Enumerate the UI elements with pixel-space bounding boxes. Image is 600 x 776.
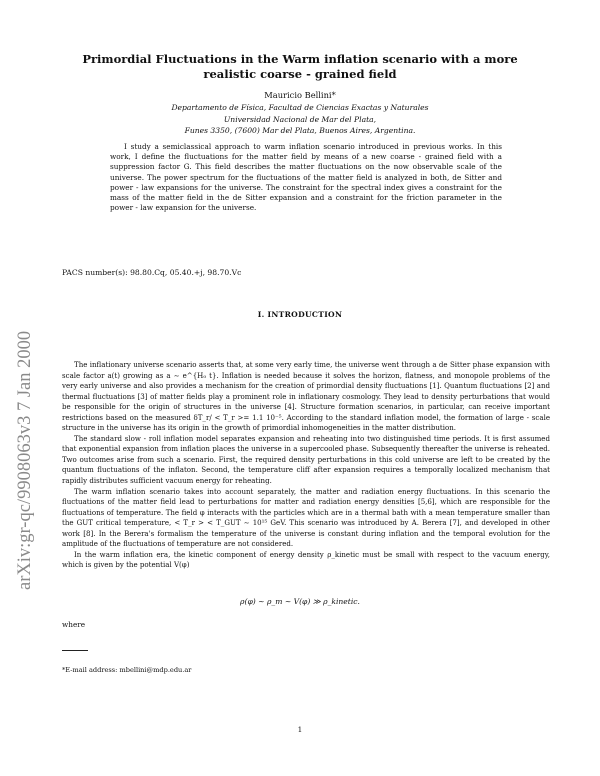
paragraph-1: The inflationary universe scenario asserts that, at some very early time, the universe went through a de Sitter phase expansion with scale factor a(t) growing as a ∼ e^{H₀ t}. Inflation is needed because it solves the horizon, flatness, and monopole problems of the very early universe and also provides a mechanism for the creation of primordial density fluctuations [1]. Quantum fluctuations [2] and thermal fluctuations [3] of matter fields play a prominent role in inflationary cosmology. They lead to density perturbations that would be responsible for the origin of structures in the universe [4]. Structure formation scenarios, in particular, can receive important restrictions based on the measured δT_r/ < T_r >= 1.1 10⁻⁵. According to the standard inflation model, the formation of large - scale structure in the universe has its origin in the growth of primordial inhomogeneities in the matter distribution.	[62, 360, 550, 433]
arxiv-stamp-text: arXiv:gr-qc/9908063v3 7 Jan 2000	[15, 330, 35, 590]
body-text	[62, 360, 550, 571]
affiliation	[0, 102, 600, 137]
abstract: I study a semiclassical approach to warm inflation scenario introduced in previous works. In this work, I define the fluctuations for the matter field by means of a new coarse - grained field with a suppression factor G. This field describes the matter fluctuations on the now observable scale of the universe. The power spectrum for the fluctuations of the matter field is analyzed in both, de Sitter and power - law expansions for the universe. The constraint for the spectral index gives a constraint for the mass of the matter field in the de Sitter expansion and a constraint for the friction parameter in the power - law expansion for the universe.	[110, 142, 502, 213]
pacs-numbers: PACS number(s): 98.80.Cq, 05.40.+j, 98.70.Vc	[62, 268, 242, 277]
section-heading: I. INTRODUCTION	[257, 310, 343, 319]
paragraph-4: In the warm inflation era, the kinetic component of energy density ρ_kinetic must be small with respect to the vacuum energy, which is given by the potential V(φ)	[62, 549, 550, 570]
affiliation-line-2: Universidad Nacional de Mar del Plata,	[223, 114, 377, 124]
affiliation-line-3: Funes 3350, (7600) Mar del Plata, Buenos Aires, Argentina.	[184, 126, 416, 135]
paper-title: Primordial Fluctuations in the Warm inflation scenario with a more realistic coarse - grained field	[82, 52, 518, 81]
footnote: *E-mail address: mbellini@mdp.edu.ar	[62, 666, 192, 674]
paragraph-3: The warm inflation scenario takes into account separately, the matter and radiation energy fluctuations. In this scenario the fluctuations of the matter field lead to perturbations for matter and radiation energy densities [5,6], which are responsible for the fluctuations of temperature. The field φ interacts with the particles which are in a thermal bath with a mean temperature smaller than the GUT critical temperature, < T_r > < T_GUT ∼ 10¹⁵ GeV. This scenario was introduced by A. Berera [7], and developed in other work [8]. In the Berera's formalism the temperature of the universe is constant during inflation and the temporal evolution for the amplitude of the fluctuations of temperature are not considered.	[62, 486, 550, 549]
author-name: Mauricio Bellini*	[264, 90, 336, 100]
footnote-rule	[62, 650, 88, 651]
where-text: where	[62, 620, 86, 629]
paragraph-2: The standard slow - roll inflation model separates expansion and reheating into two distinguished time periods. It is first assumed that exponential expansion from inflation places the universe in a supercooled phase. Subsequently thereafter the universe is reheated. Two outcomes arise from such a scenario. First, the required density perturbations in this cold universe are left to be created by the quantum fluctuations of the inflaton. Second, the temperature cliff after expansion requires a temporally localized mechanism that rapidly distributes sufficient vacuum energy for reheating.	[62, 433, 550, 486]
arxiv-identifier-stamp	[12, 200, 38, 600]
arxiv-stamp-graphic	[12, 200, 38, 600]
page-number: 1	[297, 725, 303, 734]
equation: ρ(φ) ∼ ρ_m ∼ V(φ) ≫ ρ_kinetic.	[240, 597, 360, 606]
affiliation-line-1: Departamento de Física, Facultad de Ciencias Exactas y Naturales	[171, 103, 429, 112]
